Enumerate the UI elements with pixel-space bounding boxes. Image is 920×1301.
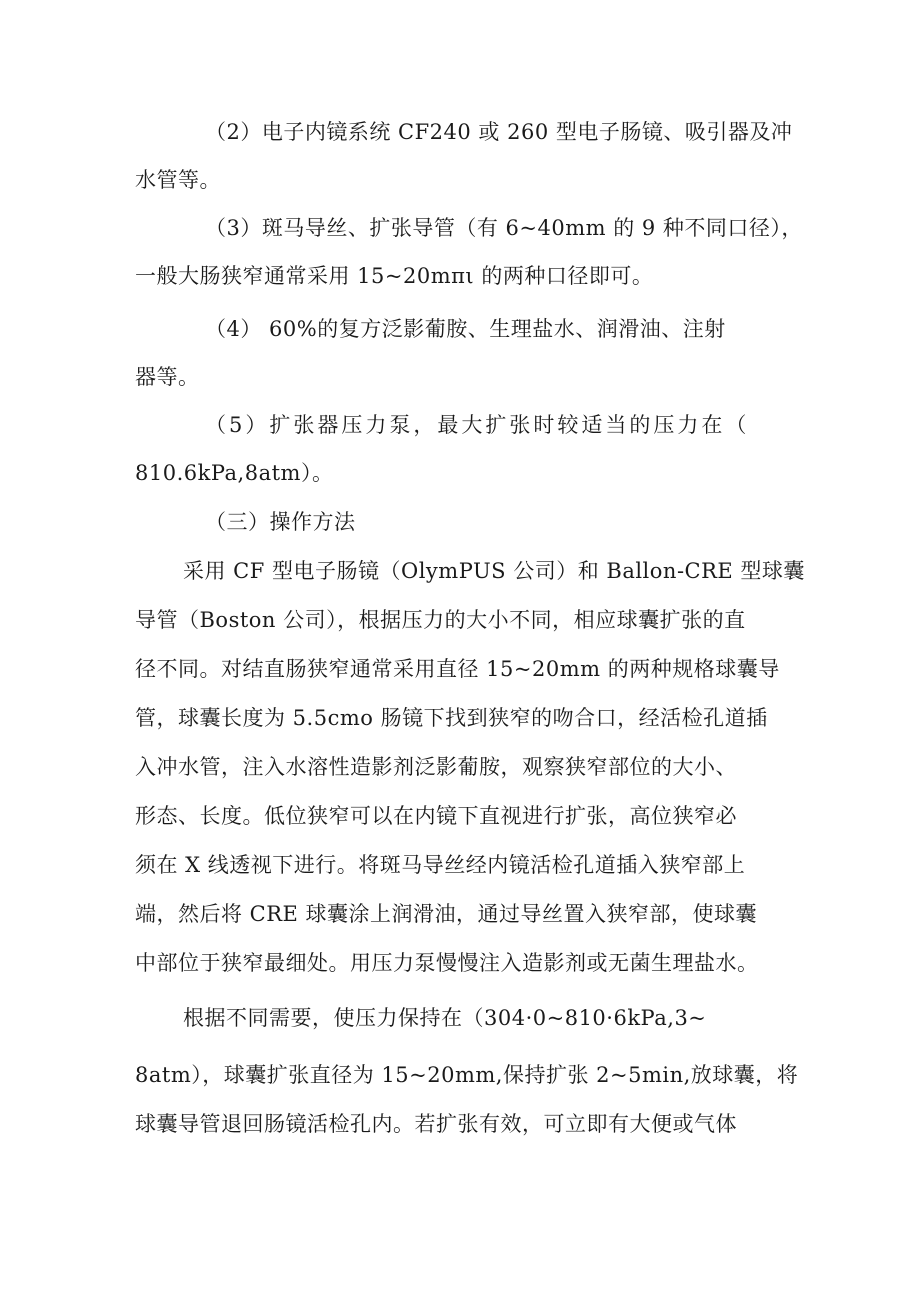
method-line-8: 端，然后将 CRE 球囊涂上润滑油，通过导丝置入狭窄部，使球囊 — [135, 902, 758, 926]
method-line-1: 采用 CF 型电子肠镜（OlymPUS 公司）和 Ballon-CRE 型球囊 — [183, 559, 805, 583]
paragraph-3-line-2: 一般大肠狭窄通常采用 15~20mπι 的两种口径即可。 — [135, 264, 654, 288]
pressure-line-3: 球囊导管退回肠镜活检孔内。若扩张有效，可立即有大便或气体 — [135, 1112, 737, 1136]
paragraph-2-line-2: 水管等。 — [135, 168, 221, 192]
paragraph-5-line-2: 810.6kPa,8atm）。 — [135, 461, 334, 485]
method-line-3: 径不同。对结直肠狭窄通常采用直径 15~20mm 的两种规格球囊导 — [135, 657, 780, 681]
method-line-2: 导管（Boston 公司），根据压力的大小不同，相应球囊扩张的直 — [135, 608, 746, 632]
paragraph-5-line-1: （5）扩张器压力泵，最大扩张时较适当的压力在（ — [205, 413, 750, 437]
paragraph-2-line-1: （2）电子内镜系统 CF240 或 260 型电子肠镜、吸引器及冲 — [205, 120, 793, 144]
section-heading: （三）操作方法 — [205, 510, 356, 534]
method-line-7: 须在 X 线透视下进行。将斑马导丝经内镜活检孔道插入狭窄部上 — [135, 853, 746, 877]
method-line-9: 中部位于狭窄最细处。用压力泵慢慢注入造影剂或无菌生理盐水。 — [135, 951, 759, 975]
method-line-4: 管，球囊长度为 5.5cmo 肠镜下找到狭窄的吻合口，经活检孔道插 — [135, 706, 768, 730]
pressure-line-1: 根据不同需要，使压力保持在（304·0~810·6kPa,3~ — [183, 1006, 707, 1030]
method-line-6: 形态、长度。低位狭窄可以在内镜下直视进行扩张，高位狭窄必 — [135, 804, 737, 828]
method-line-5: 入冲水管，注入水溶性造影剂泛影葡胺，观察狭窄部位的大小、 — [135, 755, 737, 779]
paragraph-4-line-2: 器等。 — [135, 365, 200, 389]
paragraph-3-line-1: （3）斑马导丝、扩张导管（有 6~40mm 的 9 种不同口径）， — [205, 216, 803, 240]
pressure-line-2: 8atm），球囊扩张直径为 15~20mm,保持扩张 2~5min,放球囊，将 — [135, 1063, 799, 1087]
paragraph-4-line-1: （4） 60%的复方泛影葡胺、生理盐水、润滑油、注射 — [205, 317, 726, 341]
